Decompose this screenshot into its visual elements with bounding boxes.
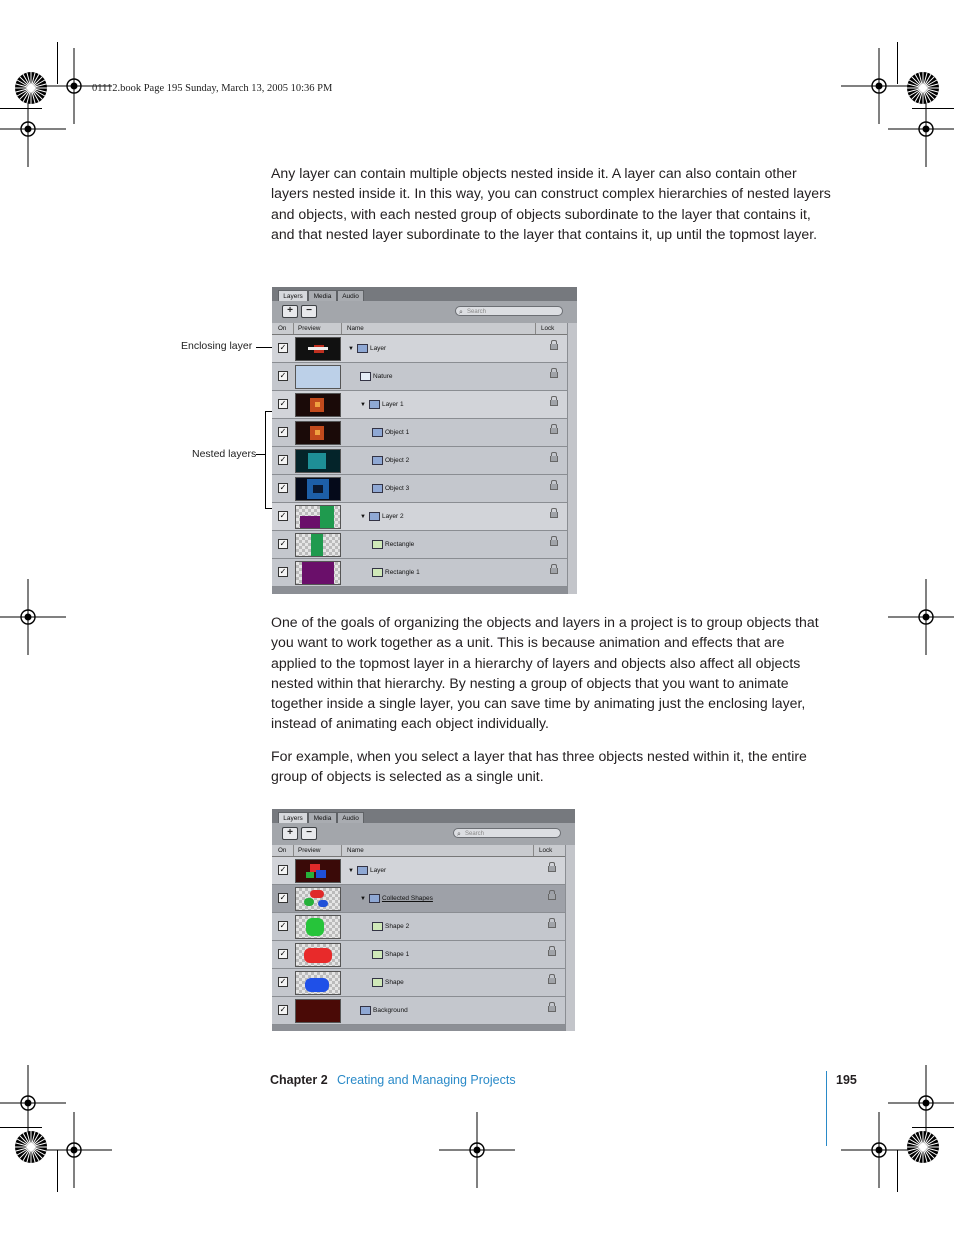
preview-fill: [308, 347, 328, 350]
layer-preview-thumbnail: [295, 999, 341, 1023]
layer-icon: [369, 512, 380, 521]
crop-mark: [897, 1150, 898, 1192]
preview-fill: [308, 453, 326, 469]
nested-bracket: [265, 411, 266, 509]
layer-preview-thumbnail: [295, 533, 341, 557]
panel-tab-bar: [272, 809, 575, 823]
lock-icon[interactable]: [550, 344, 558, 350]
disclosure-triangle-icon[interactable]: ▼: [360, 896, 366, 902]
visibility-checkbox[interactable]: ✓: [279, 483, 287, 492]
preview-fill: [306, 872, 314, 878]
layer-icon: [369, 894, 380, 903]
text-icon: [360, 372, 371, 381]
column-header: [272, 323, 568, 335]
column-divider: [293, 845, 294, 856]
layer-name: Rectangle 1: [385, 569, 420, 576]
layer-preview-thumbnail: [295, 421, 341, 445]
object-icon: [372, 456, 383, 465]
layer-preview-thumbnail: [295, 943, 341, 967]
lock-icon[interactable]: [550, 484, 558, 490]
column-name[interactable]: Name: [347, 325, 364, 332]
crop-mark: [0, 1127, 42, 1128]
layers-panel-nested: [272, 287, 577, 594]
tab-media[interactable]: Media: [308, 290, 337, 302]
search-icon: ⌕: [457, 831, 461, 838]
tab-layers[interactable]: Layers: [278, 812, 308, 824]
shape-icon: [372, 540, 383, 549]
layers-panel-selected: [272, 809, 575, 1031]
lock-icon[interactable]: [550, 512, 558, 518]
table-row[interactable]: [272, 419, 568, 447]
layer-preview-thumbnail: [295, 337, 341, 361]
search-placeholder: Search: [467, 309, 487, 315]
preview-fill: [315, 430, 320, 435]
registration-mark-icon: [888, 579, 954, 655]
visibility-checkbox[interactable]: ✓: [279, 455, 287, 464]
layer-preview-thumbnail: [295, 365, 341, 389]
lock-icon[interactable]: [550, 372, 558, 378]
layer-name-cell[interactable]: [372, 531, 414, 558]
lock-icon[interactable]: [548, 978, 556, 984]
enclosing-layer-callout: Enclosing layer: [181, 340, 253, 352]
preview-fill: [300, 516, 320, 528]
visibility-checkbox[interactable]: ✓: [279, 567, 287, 576]
layer-name-cell[interactable]: [360, 363, 393, 390]
preview-fill: [305, 978, 329, 992]
color-bar-star-icon: [906, 71, 940, 105]
column-header: [272, 845, 566, 857]
disclosure-triangle-icon[interactable]: ▼: [360, 514, 366, 520]
visibility-checkbox[interactable]: ✓: [279, 371, 287, 380]
lock-icon[interactable]: [550, 568, 558, 574]
crop-mark: [912, 108, 954, 109]
layer-name-cell[interactable]: [348, 857, 386, 884]
preview-fill: [306, 918, 324, 936]
panel-toolbar: [272, 823, 575, 845]
layer-name-cell[interactable]: [372, 419, 409, 446]
visibility-checkbox[interactable]: ✓: [279, 921, 287, 930]
layer-name: Object 2: [385, 457, 410, 464]
layer-name: Layer: [369, 345, 387, 352]
layer-icon: [357, 866, 368, 875]
visibility-checkbox[interactable]: ✓: [279, 893, 287, 902]
table-row[interactable]: [272, 391, 568, 419]
column-on[interactable]: On: [278, 847, 287, 854]
remove-button[interactable]: −: [301, 827, 317, 840]
layer-name: Layer 1: [381, 401, 404, 408]
preview-fill: [296, 366, 340, 388]
lock-icon[interactable]: [548, 894, 556, 900]
layer-name: Shape 1: [385, 951, 410, 958]
table-row[interactable]: [272, 475, 568, 503]
column-on[interactable]: On: [278, 325, 287, 332]
layer-name-cell[interactable]: [348, 335, 386, 362]
layer-name: Background: [373, 1007, 408, 1014]
registration-mark-icon: [439, 1112, 515, 1188]
panel-tab-bar: [272, 287, 577, 301]
visibility-checkbox[interactable]: ✓: [279, 427, 287, 436]
layer-name-cell[interactable]: [372, 941, 409, 968]
layer-preview-thumbnail: [295, 915, 341, 939]
vertical-scrollbar[interactable]: [565, 845, 575, 1031]
preview-fill: [315, 402, 320, 407]
column-lock[interactable]: Lock: [541, 325, 555, 332]
layer-name-cell[interactable]: [360, 503, 404, 530]
panel-toolbar: [272, 301, 577, 323]
search-icon: ⌕: [459, 309, 463, 316]
add-button[interactable]: +: [282, 305, 298, 318]
nested-layers-callout: Nested layers: [192, 448, 257, 460]
table-row[interactable]: [272, 885, 566, 913]
layer-name: Nature: [373, 373, 393, 380]
layer-preview-thumbnail: [295, 505, 341, 529]
layer-name-cell[interactable]: [372, 913, 409, 940]
column-divider: [293, 323, 294, 334]
layer-name-cell[interactable]: [372, 447, 409, 474]
color-bar-star-icon: [906, 1130, 940, 1164]
color-bar-star-icon: [14, 71, 48, 105]
layer-icon: [369, 400, 380, 409]
table-row[interactable]: [272, 559, 568, 587]
page-number: 195: [836, 1073, 857, 1087]
layer-name: Shape 2: [385, 923, 410, 930]
crop-mark: [897, 42, 898, 84]
layer-preview-thumbnail: [295, 449, 341, 473]
visibility-checkbox[interactable]: ✓: [279, 343, 287, 352]
column-name[interactable]: Name: [347, 847, 364, 854]
visibility-checkbox[interactable]: ✓: [279, 511, 287, 520]
preview-fill: [296, 1000, 340, 1022]
tab-audio[interactable]: Audio: [337, 812, 364, 824]
table-row[interactable]: [272, 913, 566, 941]
paragraph-3: For example, when you select a layer that has three objects nested within it, the entire group of objects is selected as a single unit.: [271, 748, 807, 785]
book-slug: 01112.book Page 195 Sunday, March 13, 2005 10:36 PM: [92, 83, 333, 94]
preview-fill: [310, 890, 324, 898]
lock-icon[interactable]: [548, 922, 556, 928]
search-field[interactable]: [455, 306, 563, 316]
lock-icon[interactable]: [550, 400, 558, 406]
disclosure-triangle-icon[interactable]: ▼: [348, 868, 354, 874]
lock-icon[interactable]: [548, 950, 556, 956]
add-button[interactable]: +: [282, 827, 298, 840]
layer-name: Layer 2: [381, 513, 404, 520]
visibility-checkbox[interactable]: ✓: [279, 539, 287, 548]
shape-icon: [372, 978, 383, 987]
crop-mark: [57, 42, 58, 84]
disclosure-triangle-icon[interactable]: ▼: [348, 346, 354, 352]
layer-name: Layer: [369, 867, 387, 874]
layer-name: Object 1: [385, 429, 410, 436]
lock-icon[interactable]: [548, 866, 556, 872]
layer-name-cell[interactable]: [372, 969, 404, 996]
visibility-checkbox[interactable]: ✓: [279, 1005, 287, 1014]
preview-fill: [318, 900, 328, 907]
tab-media[interactable]: Media: [308, 812, 337, 824]
table-row[interactable]: [272, 335, 568, 363]
lock-icon[interactable]: [550, 540, 558, 546]
object-icon: [372, 484, 383, 493]
column-divider: [341, 323, 342, 334]
registration-mark-icon: [0, 579, 66, 655]
visibility-checkbox[interactable]: ✓: [279, 949, 287, 958]
crop-mark: [0, 108, 42, 109]
layer-preview-thumbnail: [295, 887, 341, 911]
layer-name-cell[interactable]: [372, 475, 409, 502]
vertical-scrollbar[interactable]: [567, 323, 577, 594]
layer-name: Rectangle: [385, 541, 415, 548]
preview-fill: [316, 870, 326, 878]
preview-fill: [311, 534, 323, 556]
layer-preview-thumbnail: [295, 561, 341, 585]
visibility-checkbox[interactable]: ✓: [279, 399, 287, 408]
disclosure-triangle-icon[interactable]: ▼: [360, 402, 366, 408]
column-lock[interactable]: Lock: [539, 847, 553, 854]
column-divider: [535, 323, 536, 334]
layer-name: Collected Shapes: [381, 895, 433, 902]
column-divider: [341, 845, 342, 856]
crop-mark: [57, 1150, 58, 1192]
footer-rule: [826, 1071, 827, 1146]
shape-icon: [372, 568, 383, 577]
visibility-checkbox[interactable]: ✓: [279, 865, 287, 874]
lock-icon[interactable]: [550, 428, 558, 434]
table-row[interactable]: [272, 363, 568, 391]
layer-name: Object 3: [385, 485, 410, 492]
table-row[interactable]: [272, 857, 566, 885]
layer-name-cell[interactable]: [372, 559, 420, 586]
preview-fill: [320, 506, 334, 528]
table-row[interactable]: [272, 941, 566, 969]
layer-name-cell[interactable]: [360, 885, 433, 912]
layer-preview-thumbnail: [295, 971, 341, 995]
layer-preview-thumbnail: [295, 859, 341, 883]
table-row[interactable]: [272, 969, 566, 997]
layer-name: Shape: [385, 979, 404, 986]
lock-icon[interactable]: [548, 1006, 556, 1012]
search-field[interactable]: [453, 828, 561, 838]
table-row[interactable]: [272, 997, 566, 1025]
layer-icon: [357, 344, 368, 353]
table-row[interactable]: [272, 447, 568, 475]
object-icon: [360, 1006, 371, 1015]
layer-preview-thumbnail: [295, 477, 341, 501]
remove-button[interactable]: −: [301, 305, 317, 318]
preview-fill: [302, 562, 334, 584]
shape-icon: [372, 922, 383, 931]
table-row[interactable]: [272, 503, 568, 531]
tab-audio[interactable]: Audio: [337, 290, 364, 302]
column-divider: [533, 845, 534, 856]
table-row[interactable]: [272, 531, 568, 559]
object-icon: [372, 428, 383, 437]
paragraph-1: Any layer can contain multiple objects nested inside it. A layer can also contain other layers nested inside it. In this way, you can construct complex hierarchies of nested layers and objects, with each nested group of objects subordinate to the layer that contains it, and that nested layer subordinate to the layer that contains it, up until the topmost layer.: [271, 165, 831, 242]
layer-name-cell[interactable]: [360, 997, 408, 1024]
shape-icon: [372, 950, 383, 959]
crop-mark: [912, 1127, 954, 1128]
preview-fill: [304, 898, 314, 906]
layer-name-cell[interactable]: [360, 391, 404, 418]
layer-preview-thumbnail: [295, 393, 341, 417]
paragraph-2: One of the goals of organizing the objects and layers in a project is to group objects that you want to work together as a unit. This is because animation and effects that are applied to the topmost layer in a hierarchy of layers and objects also affect all objects nested within that hierarchy. By nesting a group of objects that you want to animate together inside a single layer, you can save time by animating just the enclosing layer, instead of animating each object individually.: [271, 614, 819, 732]
footer-chapter-title: Creating and Managing Projects: [337, 1073, 516, 1087]
tab-layers[interactable]: Layers: [278, 290, 308, 302]
visibility-checkbox[interactable]: ✓: [279, 977, 287, 986]
column-preview[interactable]: Preview: [298, 847, 321, 854]
column-preview[interactable]: Preview: [298, 325, 321, 332]
footer-chapter: Chapter 2: [270, 1073, 328, 1087]
search-placeholder: Search: [465, 831, 485, 837]
preview-fill: [304, 948, 332, 963]
lock-icon[interactable]: [550, 456, 558, 462]
color-bar-star-icon: [14, 1130, 48, 1164]
preview-fill: [313, 485, 323, 493]
nested-callout-line: [256, 454, 265, 455]
